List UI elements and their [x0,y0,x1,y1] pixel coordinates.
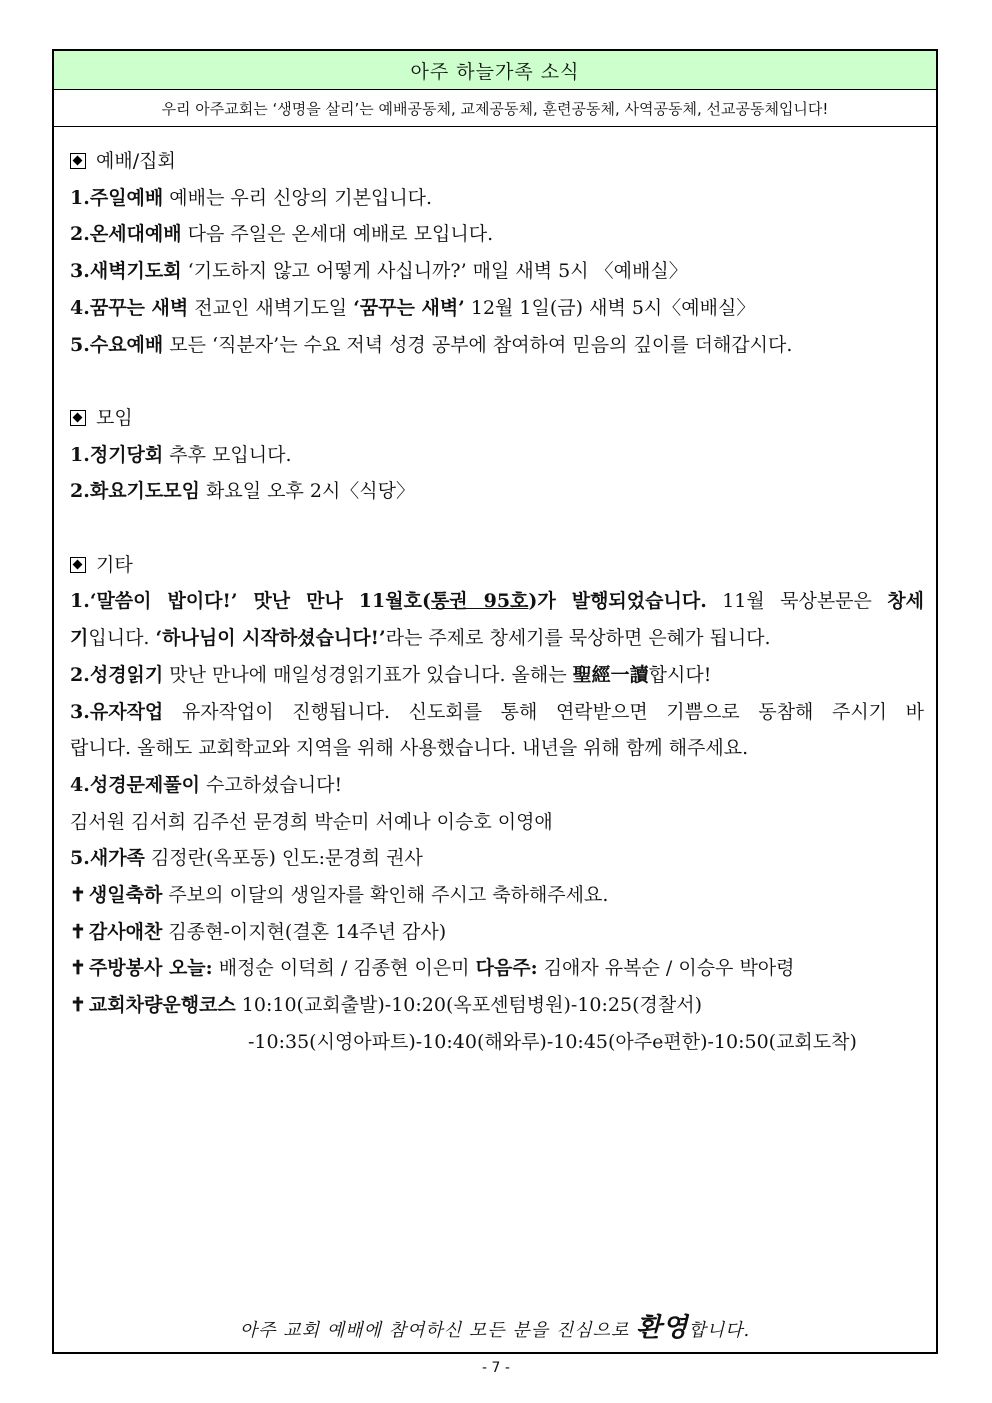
section-heading-meeting [70,400,924,437]
section-heading-etc [70,547,924,584]
list-item: 1.주일예배 예배는 우리 신앙의 기본입니다. [70,186,433,209]
list-item: ✝ 감사애찬 김종현-이지현(결혼 14주년 감사) [70,920,447,943]
list-item-continued: 기입니다. ‘하나님이 시작하셨습니다!’라는 주제로 창세기를 묵상하면 은혜가 됩니다. [70,627,771,650]
list-item: ✝ 교회차량운행코스 10:10(교회출발)-10:20(옥포센텀병원)-10:25(경찰서) [70,994,702,1017]
list-item: 2.화요기도모임 화요일 오후 2시〈식당〉 [70,480,416,503]
list-item: 4.성경문제풀이 수고하셨습니다! [70,773,343,796]
diamond-box-icon [70,410,86,426]
section-title: 예배/집회 [96,150,176,172]
newsletter-frame [52,49,938,1354]
list-item: 5.수요예배 모든 ‘직분자’는 수요 저녁 성경 공부에 참여하여 믿음의 깊이를 더해갑시다. [70,333,793,356]
church-motto: 우리 아주교회는 ‘생명을 살리’는 예배공동체, 교제공동체, 훈련공동체, 사역공동체, 선교공동체입니다! [54,90,936,127]
list-item: 5.새가족 김정란(옥포동) 인도:문경희 권사 [70,847,423,870]
list-item-continued: 랍니다. 올해도 교회학교와 지역을 위해 사용했습니다. 내년을 위해 함께 해주세요. [70,737,749,760]
list-item: ✝ 생일축하 주보의 이달의 생일자를 확인해 주시고 축하해주세요. [70,884,609,907]
section-title: 모임 [96,406,133,429]
cross-icon: ✝ [70,994,86,1017]
list-item: 2.성경읽기 맛난 만나에 매일성경읽기표가 있습니다. 올해는 聖經一讀합시다! [70,663,712,686]
page-number: - 7 - [482,1360,510,1376]
section-heading-worship [70,143,924,180]
list-item-continued: -10:35(시영아파트)-10:40(해와루)-10:45(아주e편한)-10:50(교회도착) [248,1030,857,1053]
content-area [70,143,924,1061]
list-item: 1.‘말씀이 밥이다!’ 맛난 만나 11월호(통권 95호)가 발행되었습니다. 11월 묵상본문은 창세 [70,590,924,613]
list-item: 3.유자작업 유자작업이 진행됩니다. 신도회를 통해 연락받으면 기쁨으로 동참해 주시기 바 [70,700,924,723]
cross-icon: ✝ [70,920,86,943]
cross-icon: ✝ [70,957,86,980]
list-item: ✝ 주방봉사 오늘: 배정순 이덕희 / 김종현 이은미 다음주: 김애자 유복순 / 이승우 박아령 [70,957,795,980]
list-item: 4.꿈꾸는 새벽 전교인 새벽기도일 ‘꿈꾸는 새벽’ 12월 1일(금) 새벽 5시〈예배실〉 [70,296,756,319]
cross-icon: ✝ [70,884,86,907]
list-item: 3.새벽기도회 ‘기도하지 않고 어떻게 사십니까?’ 매일 새벽 5시 〈예배실〉 [70,260,688,283]
list-item: 1.정기당회 추후 모입니다. [70,443,292,466]
diamond-box-icon [70,557,86,573]
welcome-message: 아주 교회 예배에 참여하신 모든 분을 진심으로 환영합니다. [239,1313,751,1343]
section-title: 기타 [96,553,133,576]
names-list: 김서원 김서희 김주선 문경희 박순미 서예나 이승호 이영애 [70,810,553,833]
list-item: 2.온세대예배 다음 주일은 온세대 예배로 모입니다. [70,223,494,246]
page-title: 아주 하늘가족 소식 [54,51,936,90]
diamond-box-icon [70,153,86,169]
